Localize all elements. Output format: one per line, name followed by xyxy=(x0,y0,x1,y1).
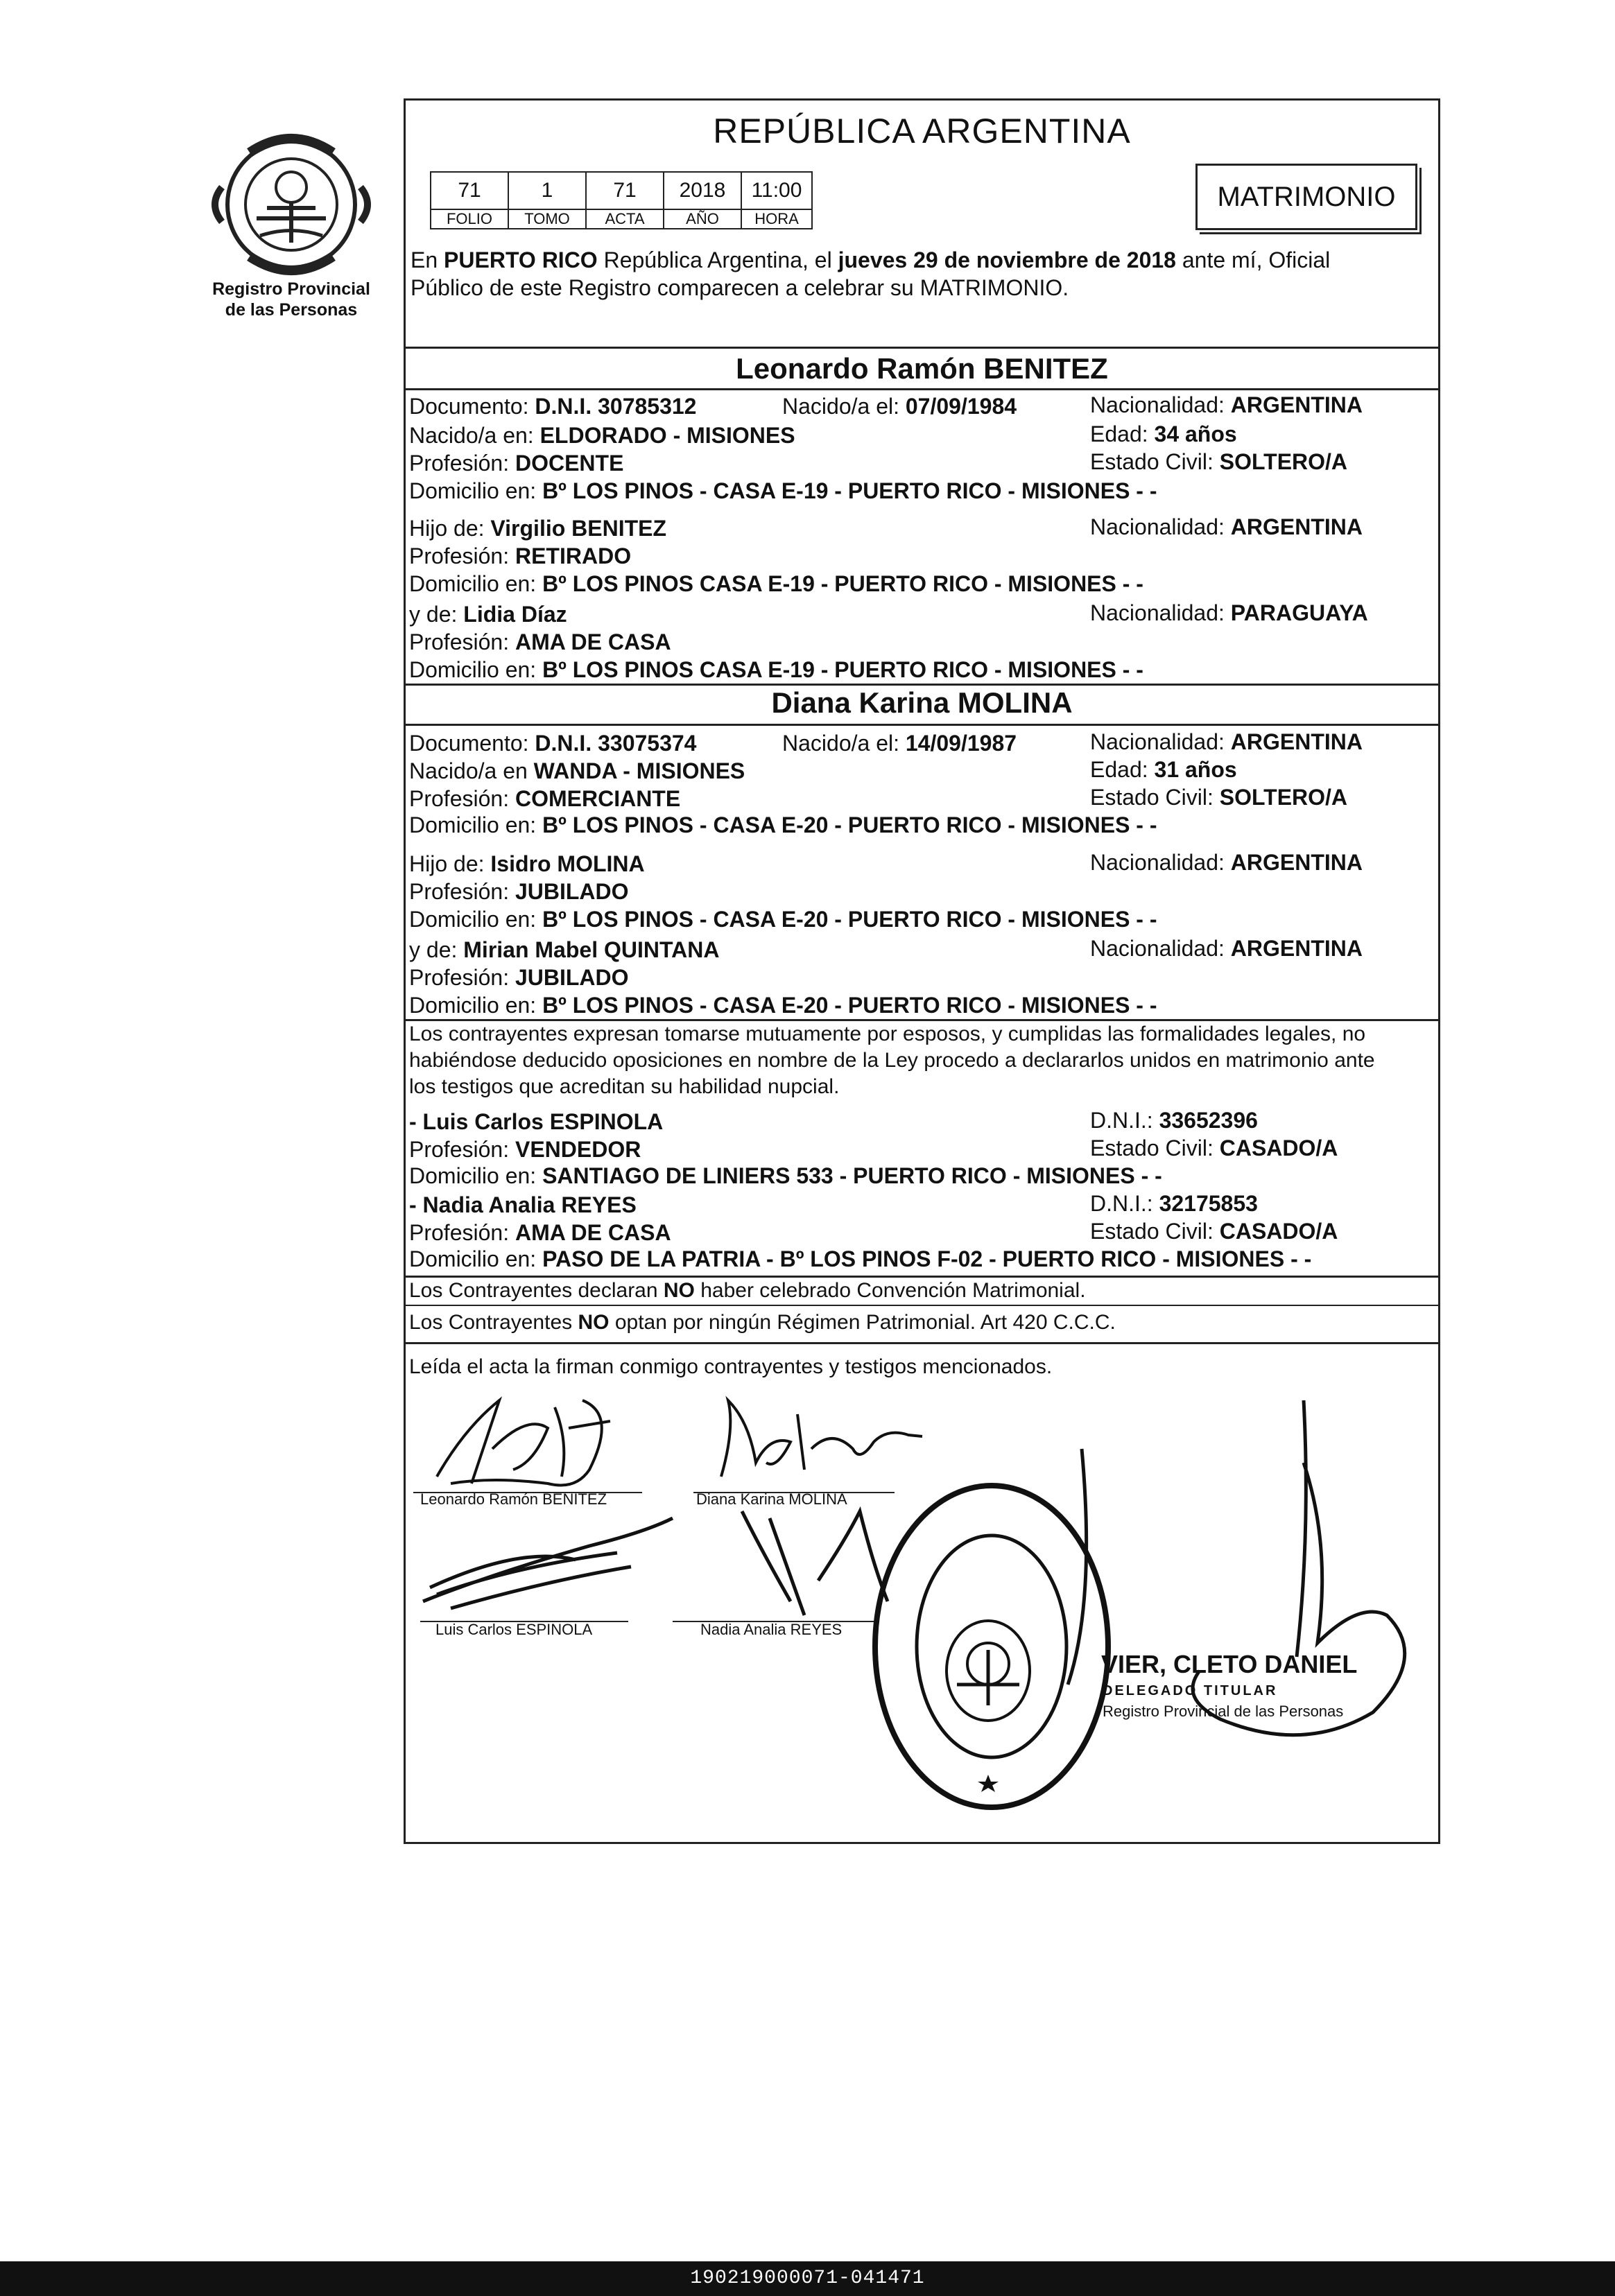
witness2-address: Domicilio en: PASO DE LA PATRIA - Bº LOS PINOS F-02 - PUERTO RICO - MISIONES - - xyxy=(409,1246,1312,1271)
officer-name: VIER, CLETO DANIEL xyxy=(1101,1650,1358,1678)
spouse2-mother: y de: Mirian Mabel QUINTANA xyxy=(409,937,720,962)
signature-label-witness2: Nadia Analia REYES xyxy=(700,1621,843,1638)
witness2-dni: D.N.I.: 32175853 xyxy=(1090,1191,1258,1216)
spouse1-mother-profession: Profesión: AMA DE CASA xyxy=(409,629,671,654)
signature-officer-icon xyxy=(1040,1393,1428,1782)
officer-title: DELEGADO TITULAR xyxy=(1103,1683,1278,1698)
folio-label: FOLIO xyxy=(431,209,508,229)
document-code: 190219000071-041471 xyxy=(0,2261,1615,2296)
hora-label: HORA xyxy=(741,209,812,229)
page-title: REPÚBLICA ARGENTINA xyxy=(713,112,1131,150)
witness2-profession: Profesión: AMA DE CASA xyxy=(409,1220,671,1245)
spouse2-mother-nationality: Nacionalidad: ARGENTINA xyxy=(1090,936,1363,961)
spouse1-father-profession: Profesión: RETIRADO xyxy=(409,543,632,568)
spouse1-father: Hijo de: Virgilio BENITEZ xyxy=(409,516,667,541)
witness1-name: - Luis Carlos ESPINOLA xyxy=(409,1109,664,1134)
provincial-coat-of-arms-icon xyxy=(208,132,374,277)
witness1-civil-status: Estado Civil: CASADO/A xyxy=(1090,1136,1338,1160)
anio-label: AÑO xyxy=(664,209,741,229)
signature-label-witness1: Luis Carlos ESPINOLA xyxy=(435,1621,593,1638)
tomo-value: 1 xyxy=(508,172,586,209)
divider xyxy=(404,347,1440,349)
spouse2-age: Edad: 31 años xyxy=(1090,757,1237,782)
spouse1-mother: y de: Lidia Díaz xyxy=(409,602,567,627)
spouse2-father: Hijo de: Isidro MOLINA xyxy=(409,851,645,876)
spouse1-birthdate: Nacido/a el: 07/09/1984 xyxy=(782,394,1017,419)
witness2-name: - Nadia Analia REYES xyxy=(409,1192,637,1217)
spouse1-age: Edad: 34 años xyxy=(1090,421,1237,446)
spouse2-birthplace: Nacido/a en WANDA - MISIONES xyxy=(409,758,745,783)
spouse2-civil-status: Estado Civil: SOLTERO/A xyxy=(1090,785,1348,810)
anio-value: 2018 xyxy=(664,172,741,209)
divider xyxy=(404,724,1440,726)
divider xyxy=(404,1305,1440,1306)
spouse1-name: Leonardo Ramón BENITEZ xyxy=(736,352,1108,385)
declaration-line-3: los testigos que acreditan su habilidad nupcial. xyxy=(409,1075,840,1098)
spouse2-birthdate: Nacido/a el: 14/09/1987 xyxy=(782,731,1017,756)
officer-organization: Registro Provincial de las Personas xyxy=(1103,1703,1344,1720)
witness2-civil-status: Estado Civil: CASADO/A xyxy=(1090,1219,1338,1244)
folio-value: 71 xyxy=(431,172,508,209)
spouse1-father-nationality: Nacionalidad: ARGENTINA xyxy=(1090,514,1363,539)
spouse1-father-address: Domicilio en: Bº LOS PINOS CASA E-19 - PUERTO RICO - MISIONES - - xyxy=(409,571,1143,596)
divider xyxy=(404,1342,1440,1344)
signature-witness1-icon xyxy=(409,1504,700,1615)
folio-box xyxy=(430,171,813,229)
spouse2-father-address: Domicilio en: Bº LOS PINOS - CASA E-20 - PUERTO RICO - MISIONES - - xyxy=(409,907,1157,932)
spouse1-birthplace: Nacido/a en: ELDORADO - MISIONES xyxy=(409,423,795,448)
acta-label: ACTA xyxy=(586,209,664,229)
acta-value: 71 xyxy=(586,172,664,209)
spouse1-profession: Profesión: DOCENTE xyxy=(409,451,624,476)
spouse2-address: Domicilio en: Bº LOS PINOS - CASA E-20 - PUERTO RICO - MISIONES - - xyxy=(409,812,1157,837)
signature-label-spouse1: Leonardo Ramón BENITEZ xyxy=(420,1490,607,1508)
spouse1-mother-address: Domicilio en: Bº LOS PINOS CASA E-19 - PUERTO RICO - MISIONES - - xyxy=(409,657,1143,682)
registry-label: Registro Provincial de las Personas xyxy=(212,279,370,320)
spouse2-profession: Profesión: COMERCIANTE xyxy=(409,786,681,811)
spouse1-mother-nationality: Nacionalidad: PARAGUAYA xyxy=(1090,600,1368,625)
convention-line-2: Los Contrayentes NO optan por ningún Régimen Patrimonial. Art 420 C.C.C. xyxy=(409,1311,1116,1334)
closing-statement: Leída el acta la firman conmigo contrayentes y testigos mencionados. xyxy=(409,1355,1053,1378)
spouse2-name: Diana Karina MOLINA xyxy=(771,686,1073,719)
divider xyxy=(404,684,1440,686)
act-type-box: MATRIMONIO xyxy=(1195,164,1417,230)
spouse2-mother-address: Domicilio en: Bº LOS PINOS - CASA E-20 - PUERTO RICO - MISIONES - - xyxy=(409,993,1157,1018)
witness1-dni: D.N.I.: 33652396 xyxy=(1090,1108,1258,1133)
spouse2-documento: Documento: D.N.I. 33075374 xyxy=(409,731,697,756)
signature-label-spouse2: Diana Karina MOLINA xyxy=(696,1490,847,1508)
convention-line-1: Los Contrayentes declaran NO haber celebrado Convención Matrimonial. xyxy=(409,1279,1086,1302)
declaration-line-2: habiéndose deducido oposiciones en nombre de la Ley procedo a declararlos unidos en matrimonio ante xyxy=(409,1049,1375,1072)
spouse1-documento: Documento: D.N.I. 30785312 xyxy=(409,394,697,419)
spouse2-mother-profession: Profesión: JUBILADO xyxy=(409,965,629,990)
witness1-address: Domicilio en: SANTIAGO DE LINIERS 533 - PUERTO RICO - MISIONES - - xyxy=(409,1163,1162,1188)
spouse2-father-nationality: Nacionalidad: ARGENTINA xyxy=(1090,850,1363,875)
hora-value: 11:00 xyxy=(741,172,812,209)
spouse1-nationality: Nacionalidad: ARGENTINA xyxy=(1090,392,1363,417)
tomo-label: TOMO xyxy=(508,209,586,229)
divider xyxy=(404,388,1440,390)
intro-line-2: Público de este Registro comparecen a celebrar su MATRIMONIO. xyxy=(411,275,1069,300)
signature-spouse2-icon xyxy=(700,1393,929,1490)
witness1-profession: Profesión: VENDEDOR xyxy=(409,1137,641,1162)
intro-line-1: En PUERTO RICO República Argentina, el jueves 29 de noviembre de 2018 ante mí, Oficial xyxy=(411,247,1331,272)
spouse1-civil-status: Estado Civil: SOLTERO/A xyxy=(1090,449,1348,474)
declaration-line-1: Los contrayentes expresan tomarse mutuamente por esposos, y cumplidas las formalidades legales, no xyxy=(409,1023,1366,1045)
spouse2-father-profession: Profesión: JUBILADO xyxy=(409,879,629,904)
spouse2-nationality: Nacionalidad: ARGENTINA xyxy=(1090,729,1363,754)
spouse1-address: Domicilio en: Bº LOS PINOS - CASA E-19 - PUERTO RICO - MISIONES - - xyxy=(409,478,1157,503)
